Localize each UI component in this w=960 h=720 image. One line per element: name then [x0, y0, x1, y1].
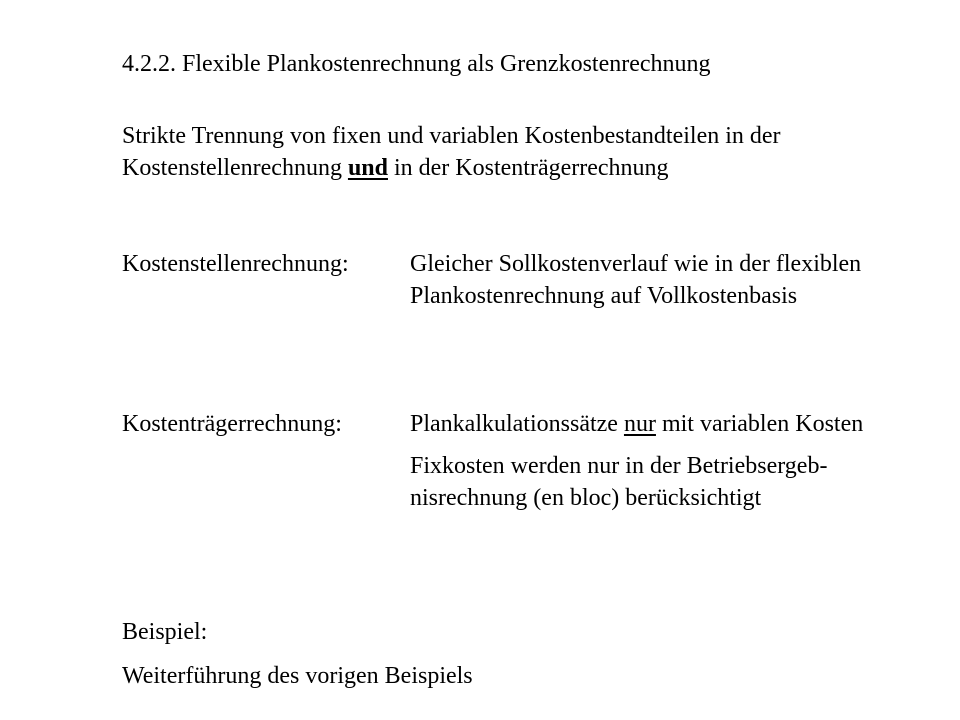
- kostentraeger-definition-1: [410, 408, 900, 440]
- kostenstellen-definition-text: Gleicher Sollkostenverlauf wie in der flexiblen Plankostenrechnung auf Vollkostenbasis: [410, 251, 862, 309]
- kostentraeger-definition-2: Fixkosten werden nur in der Betriebsergeb-nisrechnung (en bloc) berücksichtigt: [410, 453, 828, 511]
- beispiel-text: Weiterführung des vorigen Beispiels: [122, 663, 473, 689]
- kostentraeger-term: Kostenträgerrechnung:: [122, 411, 342, 437]
- kostenstellen-definition: [410, 248, 900, 312]
- definition-1-emphasis-nur: nur: [623, 411, 656, 437]
- intro-text-start: Strikte Trennung von fixen und variablen Kostenbestandteilen in der Kostenstellenrechnung: [122, 123, 781, 181]
- definition-1-end: mit variablen Kosten: [655, 411, 864, 437]
- beispiel-label: Beispiel:: [122, 619, 208, 645]
- kostentraeger-definition: [410, 408, 900, 514]
- section-heading: 4.2.2. Flexible Plankostenrechnung als Grenzkostenrechnung: [122, 51, 711, 77]
- definition-1-start: Plankalkulationssätze: [410, 411, 624, 437]
- intro-text-end: in der Kostenträgerrechnung: [387, 155, 669, 181]
- kostenstellen-term: Kostenstellenrechnung:: [122, 251, 349, 277]
- intro-emphasis-und: und: [347, 155, 388, 181]
- intro-paragraph: [122, 120, 882, 184]
